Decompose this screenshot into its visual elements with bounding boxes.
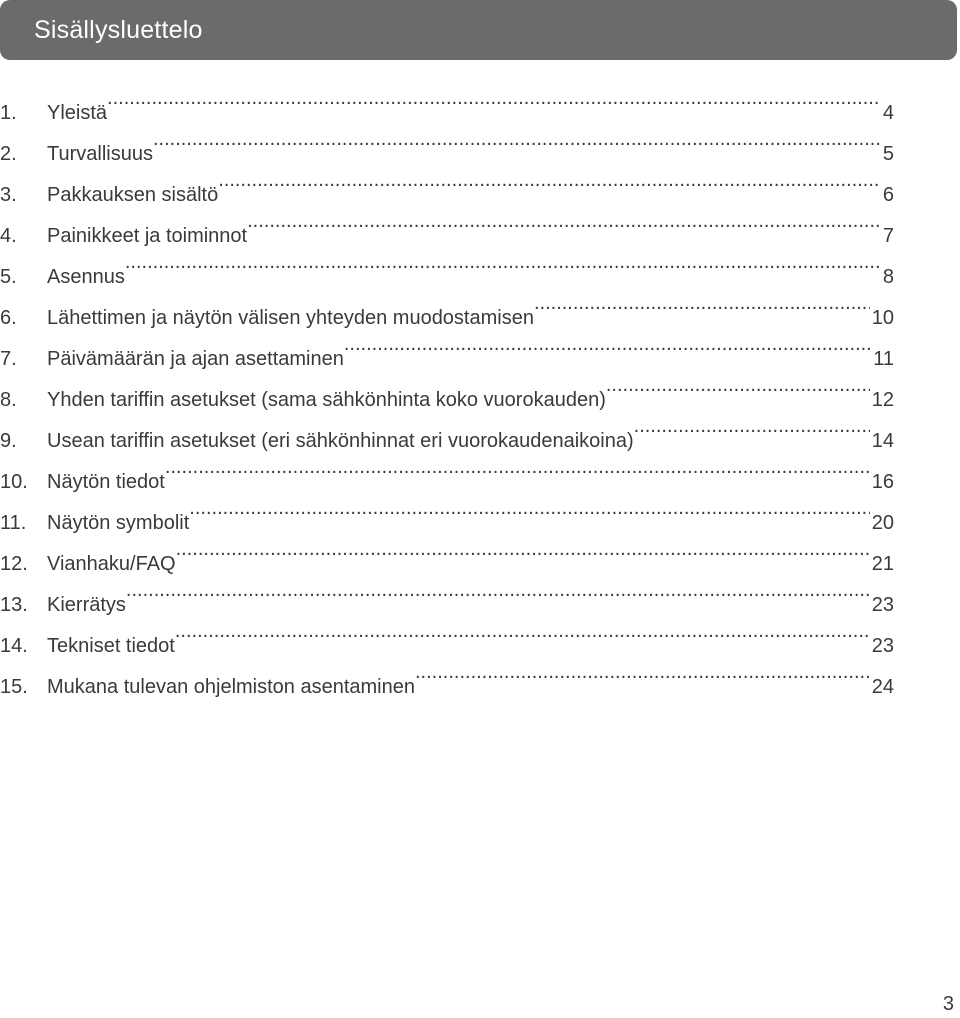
toc-entry-number: 9. bbox=[0, 430, 17, 452]
toc-entry-number: 7. bbox=[0, 348, 17, 370]
toc-entry-page: 6 bbox=[882, 184, 894, 206]
toc-entry-number: 4. bbox=[0, 225, 17, 247]
toc-entry-number: 15. bbox=[0, 676, 28, 698]
toc-entry-title: Vianhaku/FAQ bbox=[47, 553, 176, 575]
toc-entry-page: 12 bbox=[871, 389, 894, 411]
page-number: 3 bbox=[942, 993, 954, 1015]
toc-entry[interactable] bbox=[0, 529, 894, 575]
toc-entry[interactable] bbox=[0, 488, 894, 534]
dot-leader bbox=[218, 160, 881, 201]
dot-leader bbox=[165, 447, 870, 488]
toc-entry-title: Lähettimen ja näytön välisen yhteyden muodostamisen bbox=[47, 307, 534, 329]
dot-leader bbox=[107, 78, 881, 119]
toc-entry[interactable] bbox=[0, 283, 894, 329]
toc-entry-page: 10 bbox=[871, 307, 894, 329]
toc-entry-title: Mukana tulevan ohjelmiston asentaminen bbox=[47, 676, 415, 698]
toc-entry[interactable] bbox=[0, 242, 894, 288]
toc-entry-page: 23 bbox=[871, 635, 894, 657]
toc-entry-title: Turvallisuus bbox=[47, 143, 153, 165]
toc-entry[interactable] bbox=[0, 324, 894, 370]
toc-entry[interactable] bbox=[0, 611, 894, 657]
toc-entry-number: 6. bbox=[0, 307, 17, 329]
toc-entry[interactable] bbox=[0, 447, 894, 493]
dot-leader bbox=[534, 283, 870, 324]
dot-leader bbox=[175, 611, 870, 652]
toc-entry-page: 4 bbox=[882, 102, 894, 124]
toc-entry-page: 5 bbox=[882, 143, 894, 165]
toc-entry-page: 24 bbox=[871, 676, 894, 698]
toc-entry-number: 3. bbox=[0, 184, 17, 206]
toc-entry-page: 8 bbox=[882, 266, 894, 288]
toc-entry-number: 1. bbox=[0, 102, 17, 124]
toc-entry-number: 11. bbox=[0, 512, 27, 534]
toc-entry-title: Painikkeet ja toiminnot bbox=[47, 225, 248, 247]
toc-entry[interactable] bbox=[0, 570, 894, 616]
dot-leader bbox=[634, 406, 870, 447]
toc-entry[interactable] bbox=[0, 365, 894, 411]
toc-entry[interactable] bbox=[0, 652, 894, 698]
dot-leader bbox=[176, 529, 870, 570]
toc-entry-title: Asennus bbox=[47, 266, 125, 288]
toc-entry-title: Usean tariffin asetukset (eri sähkönhinnat eri vuorokaudenaikoina) bbox=[47, 430, 634, 452]
toc-entry-title: Kierrätys bbox=[47, 594, 126, 616]
table-of-contents bbox=[0, 78, 894, 698]
toc-entry-title: Näytön symbolit bbox=[47, 512, 190, 534]
toc-entry[interactable] bbox=[0, 160, 894, 206]
toc-entry-number: 5. bbox=[0, 266, 17, 288]
toc-entry-number: 12. bbox=[0, 553, 28, 575]
toc-entry-page: 14 bbox=[871, 430, 894, 452]
dot-leader bbox=[415, 652, 870, 693]
toc-entry-page: 16 bbox=[871, 471, 894, 493]
header-bar bbox=[0, 0, 957, 60]
toc-entry-number: 14. bbox=[0, 635, 28, 657]
toc-entry[interactable] bbox=[0, 201, 894, 247]
dot-leader bbox=[153, 119, 881, 160]
toc-entry-number: 8. bbox=[0, 389, 17, 411]
toc-entry-title: Yhden tariffin asetukset (sama sähkönhinta koko vuorokauden) bbox=[47, 389, 606, 411]
dot-leader bbox=[125, 242, 881, 283]
toc-entry-page: 20 bbox=[871, 512, 894, 534]
toc-entry-title: Tekniset tiedot bbox=[47, 635, 175, 657]
toc-entry-number: 13. bbox=[0, 594, 28, 616]
dot-leader bbox=[126, 570, 870, 611]
toc-entry-title: Päivämäärän ja ajan asettaminen bbox=[47, 348, 344, 370]
toc-entry-number: 2. bbox=[0, 143, 17, 165]
dot-leader bbox=[606, 365, 870, 406]
toc-entry-title: Pakkauksen sisältö bbox=[47, 184, 219, 206]
toc-entry-page: 7 bbox=[882, 225, 894, 247]
toc-entry[interactable] bbox=[0, 119, 894, 165]
toc-entry-page: 23 bbox=[871, 594, 894, 616]
dot-leader bbox=[189, 488, 869, 529]
toc-entry[interactable] bbox=[0, 78, 894, 124]
toc-entry[interactable] bbox=[0, 406, 894, 452]
dot-leader bbox=[247, 201, 881, 242]
page-title: Sisällysluettelo bbox=[34, 15, 203, 44]
toc-entry-page: 21 bbox=[871, 553, 894, 575]
toc-entry-page: 11 bbox=[873, 348, 894, 370]
toc-entry-title: Näytön tiedot bbox=[47, 471, 165, 493]
dot-leader bbox=[344, 324, 871, 365]
toc-entry-number: 10. bbox=[0, 471, 28, 493]
toc-entry-title: Yleistä bbox=[47, 102, 108, 124]
